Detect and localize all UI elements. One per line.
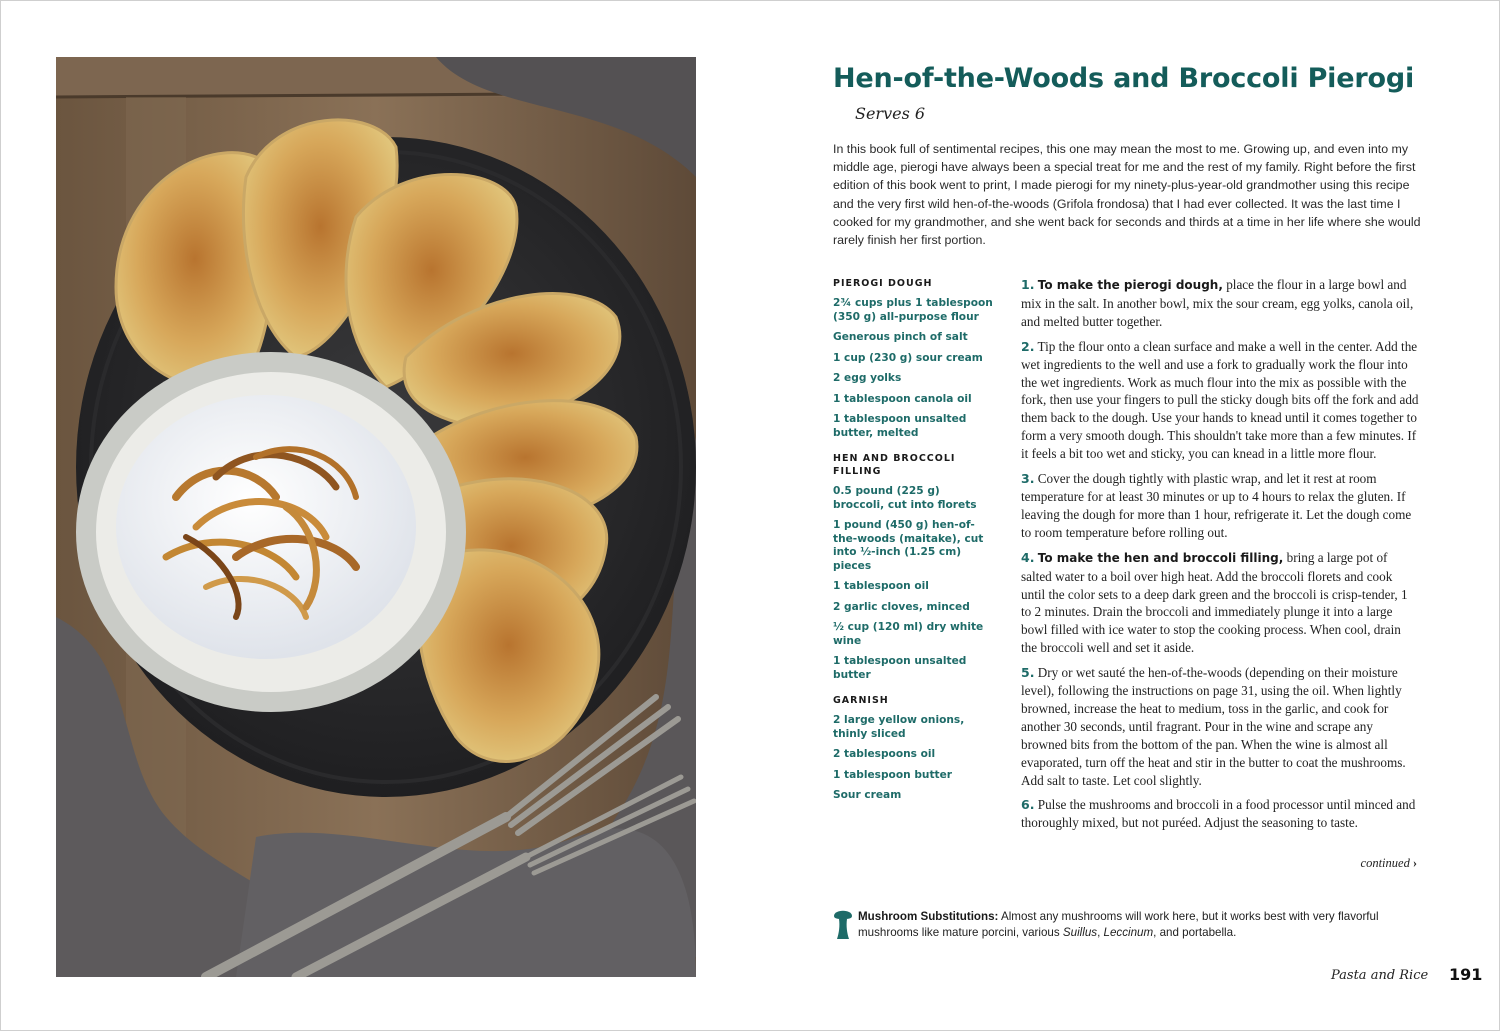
pierogi-photo — [56, 57, 696, 977]
ingredient-item: 1 tablespoon butter — [833, 768, 953, 781]
ingredient-item: 2 egg yolks — [833, 372, 902, 384]
ingredient-item: 1 pound (450 g) hen-of-the-woods (maitake), cut into ½-inch (1.25 cm) pieces — [833, 519, 984, 572]
tip-lead: Mushroom Substitutions: — [858, 910, 999, 923]
step-number: 4. — [1021, 549, 1035, 565]
photo-illustration — [56, 57, 696, 977]
ingredient-item: 1 tablespoon unsalted butter, melted — [833, 413, 967, 439]
step-number: 3. — [1021, 471, 1035, 487]
ingredient-group-filling — [833, 452, 993, 682]
step-number: 2. — [1021, 338, 1035, 354]
step-number: 5. — [1021, 665, 1035, 681]
tip-comma: , — [1097, 926, 1104, 939]
intro-paragraph: In this book full of sentimental recipes, this one may mean the most to me. Growing up, and even into my middle age, pierogi have always been a special treat for me and the rest of my family. Right before the first edition of this book went to print, I made pierogi for my ninety-plus-year-old grandmother using this recipe and the very first wild hen-of-the-woods (Grifola frondosa) that I had ever collected. It was the last time I cooked for my grandmother, and she went back for seconds and thirds at a time in her life where she would rarely finish her first portion. — [833, 142, 1421, 248]
step-4 — [1021, 549, 1419, 657]
ingredient-group-dough — [833, 277, 993, 440]
tip-body: Almost any mushrooms will work here, but it works best with very flavorful mushrooms like mature porcini, various — [858, 910, 1379, 939]
continued-label: continued — [1360, 856, 1410, 870]
step-number: 1. — [1021, 277, 1035, 292]
step-lead: To make the hen and broccoli filling, — [1037, 550, 1284, 565]
ingredient-item: 2¾ cups plus 1 tablespoon (350 g) all-purpose flour — [833, 297, 993, 323]
ingredient-item: 2 garlic cloves, minced — [833, 600, 970, 613]
tip-text — [858, 909, 1428, 941]
ingredient-heading: HEN AND BROCCOLI FILLING — [833, 453, 956, 477]
step-text: Cover the dough tightly with plastic wrap, and let it rest at room temperature for at least 30 minutes or up to 4 hours to relax the gluten. If leaving the dough for more than 1 hour, refrigerate it. Let the dough come to room temperature before rolling out. — [1021, 471, 1412, 540]
serves-label: Serves 6 — [855, 104, 926, 123]
mushroom-substitutions-tip — [833, 906, 1433, 946]
footer-section-name: Pasta and Rice — [1331, 968, 1429, 983]
step-text: place the flour in a large bowl and mix in the salt. In another bowl, mix the sour cream, egg yolks, canola oil, and melted butter together. — [1021, 277, 1414, 329]
ingredients-list — [833, 277, 993, 815]
step-text: Tip the flour onto a clean surface and make a well in the center. Add the wet ingredients to the well and use a fork to gradually work the flour into the wet ingredients. Work as much flour into the mix as possible with the fork, then use your fingers to pull the sticky dough bits off the fork and add them back to the dough. Use your hands to knead until it comes together to form a very smooth dough. This shouldn't take more than a few minutes. If it feels a bit too wet and sticky, you can knead in a little more flour. — [1021, 338, 1419, 462]
step-3 — [1021, 470, 1419, 542]
chevron-right-icon: › — [1412, 856, 1417, 870]
ingredient-heading: PIEROGI DOUGH — [833, 278, 933, 289]
ingredient-item: 2 large yellow onions, thinly sliced — [833, 714, 965, 740]
tip-leccinum: Leccinum — [1103, 926, 1154, 939]
ingredient-item: 1 tablespoon unsalted butter — [833, 655, 967, 681]
ingredient-item: ½ cup (120 ml) dry white wine — [833, 621, 984, 647]
page-number: 191 — [1449, 965, 1483, 984]
step-5 — [1021, 664, 1419, 789]
ingredient-item: 0.5 pound (225 g) broccoli, cut into florets — [833, 485, 977, 511]
ingredient-item: 1 cup (230 g) sour cream — [833, 351, 983, 364]
step-6 — [1021, 796, 1419, 832]
ingredient-heading: GARNISH — [833, 695, 889, 706]
continued-note — [1361, 856, 1417, 871]
ingredient-item: Sour cream — [833, 789, 902, 801]
ingredient-item: 1 tablespoon canola oil — [833, 392, 972, 405]
step-2 — [1021, 338, 1419, 463]
ingredient-item: Generous pinch of salt — [833, 331, 968, 343]
tip-suillus: Suillus — [1062, 926, 1098, 939]
step-text: Pulse the mushrooms and broccoli in a food processor until minced and thoroughly mixed, but not puréed. Adjust the seasoning to taste. — [1021, 797, 1416, 831]
mushroom-icon — [833, 906, 853, 940]
step-number: 6. — [1021, 797, 1035, 813]
tip-body-end: , and portabella. — [1153, 926, 1237, 939]
ingredient-item: 1 tablespoon oil — [833, 580, 929, 592]
step-lead: To make the pierogi dough, — [1037, 278, 1223, 292]
step-1 — [1021, 276, 1419, 331]
method-steps — [1021, 276, 1419, 839]
ingredient-group-garnish — [833, 694, 993, 803]
step-text: bring a large pot of salted water to a boil over high heat. Add the broccoli florets and cook until the color sets to a deep dark green and the broccoli is crisp-tender, 1 to 2 minutes. Drain the broccoli and immediately plunge it into a large bowl filled with ice water to stop the cooking process. When cool, drain the broccoli well and set it aside. — [1021, 549, 1408, 656]
ingredient-item: 2 tablespoons oil — [833, 748, 936, 760]
step-text: Dry or wet sauté the hen-of-the-woods (depending on their moisture level), following the instructions on page 31, using the oil. When lightly browned, increase the heat to medium, toss in the garlic, and cook for another 30 seconds, until fragrant. Pour in the wine and scrape any browned bits from the bottom of the pan. When the wine is almost all evaporated, turn off the heat and stir in the butter to coat the mushrooms. Add salt to taste. Let cool slightly. — [1021, 665, 1406, 788]
recipe-title: Hen-of-the-Woods and Broccoli Pierogi — [833, 63, 1414, 94]
